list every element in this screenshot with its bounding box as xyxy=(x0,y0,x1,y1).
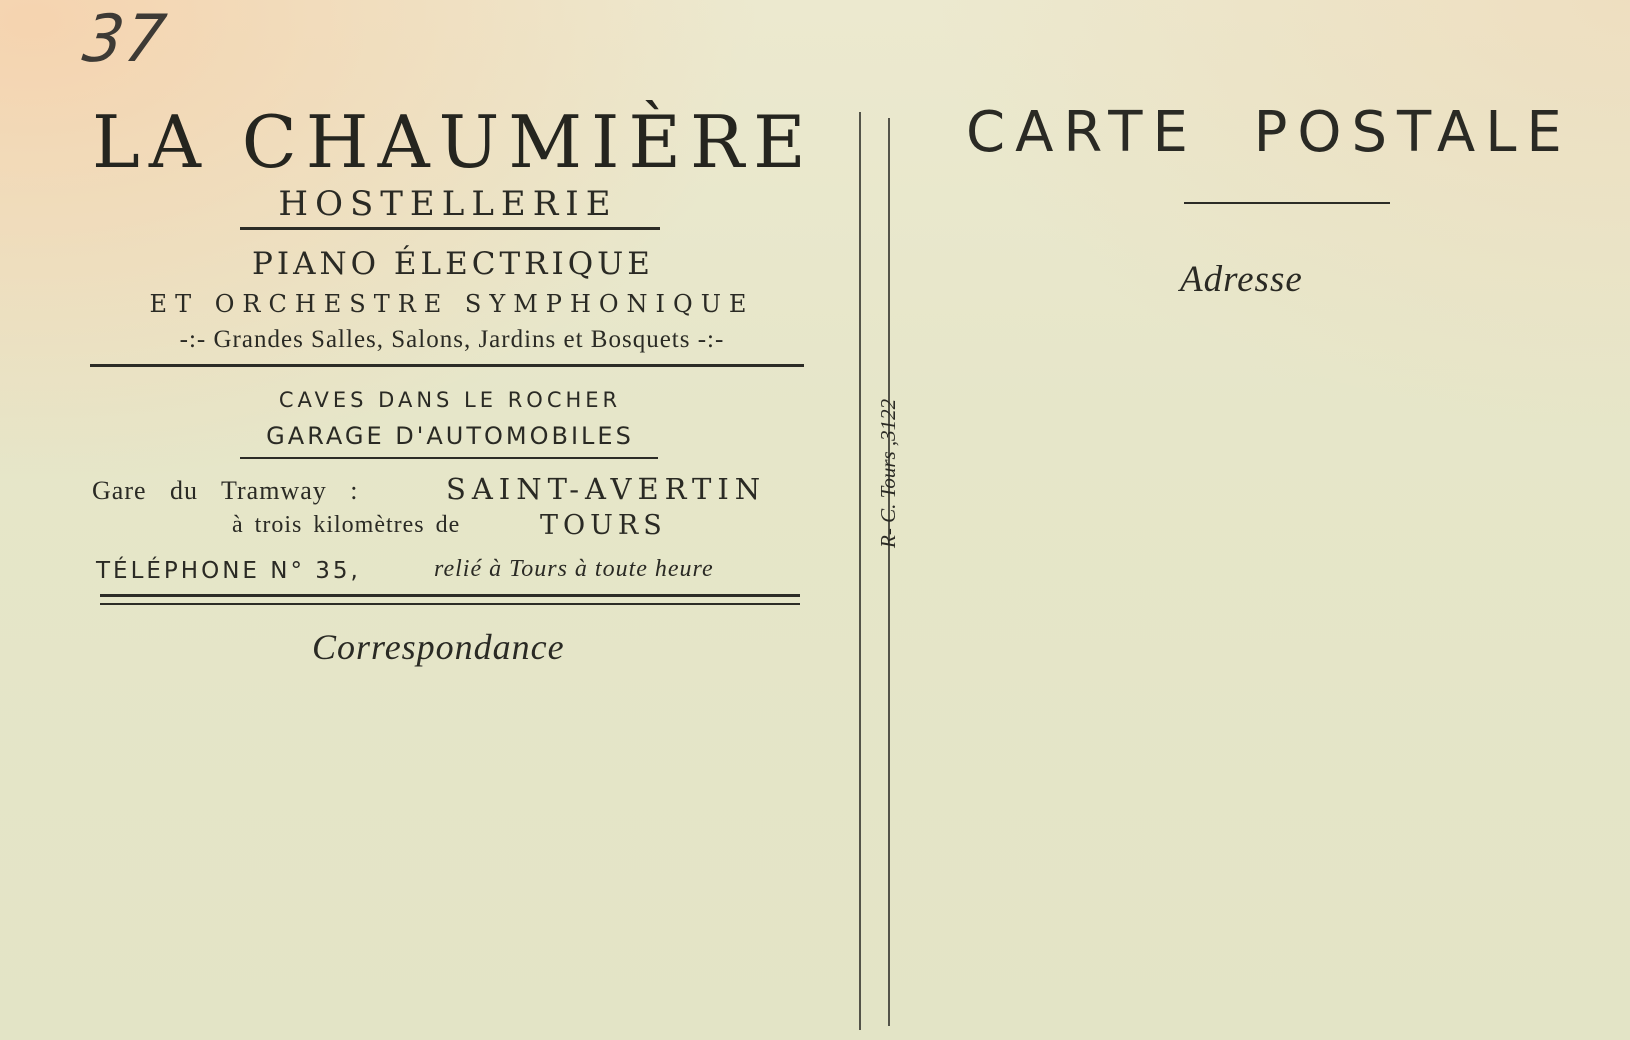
double-rule-bottom xyxy=(100,603,800,605)
telephone-number: TÉLÉPHONE N° 35, xyxy=(96,558,361,584)
printer-mark: R- C. Tours ,3122 xyxy=(876,398,900,548)
piano-line: PIANO ÉLECTRIQUE xyxy=(252,246,654,282)
salles-line: -:- Grandes Salles, Salons, Jardins et Bosquets -:- xyxy=(179,326,725,353)
garage-line: GARAGE D'AUTOMOBILES xyxy=(266,422,634,450)
divider-line-left xyxy=(859,112,861,1030)
title-underline xyxy=(1184,202,1390,204)
garage-underline xyxy=(240,457,658,459)
hostellerie-subtitle: HOSTELLERIE xyxy=(278,184,618,224)
divider-line-right xyxy=(888,118,890,1026)
gare-place: SAINT-AVERTIN xyxy=(446,472,767,506)
salles-underline xyxy=(90,364,804,367)
distance-place: TOURS xyxy=(540,510,667,541)
carte-postale-title: CARTE POSTALE xyxy=(966,100,1572,165)
hostellerie-underline xyxy=(240,227,660,230)
caves-line: CAVES DANS LE ROCHER xyxy=(278,388,622,412)
distance-label: à trois kilomètres de xyxy=(232,512,461,538)
gare-label: Gare du Tramway : xyxy=(92,476,359,505)
brand-title: LA CHAUMIÈRE xyxy=(92,100,815,184)
handwritten-number: 37 xyxy=(78,0,173,77)
adresse-label: Adresse xyxy=(1180,259,1303,300)
correspondance-label: Correspondance xyxy=(312,627,565,667)
orchestre-line: ET ORCHESTRE SYMPHONIQUE xyxy=(149,290,755,318)
double-rule-top xyxy=(100,594,800,597)
telephone-note: relié à Tours à toute heure xyxy=(434,556,714,582)
